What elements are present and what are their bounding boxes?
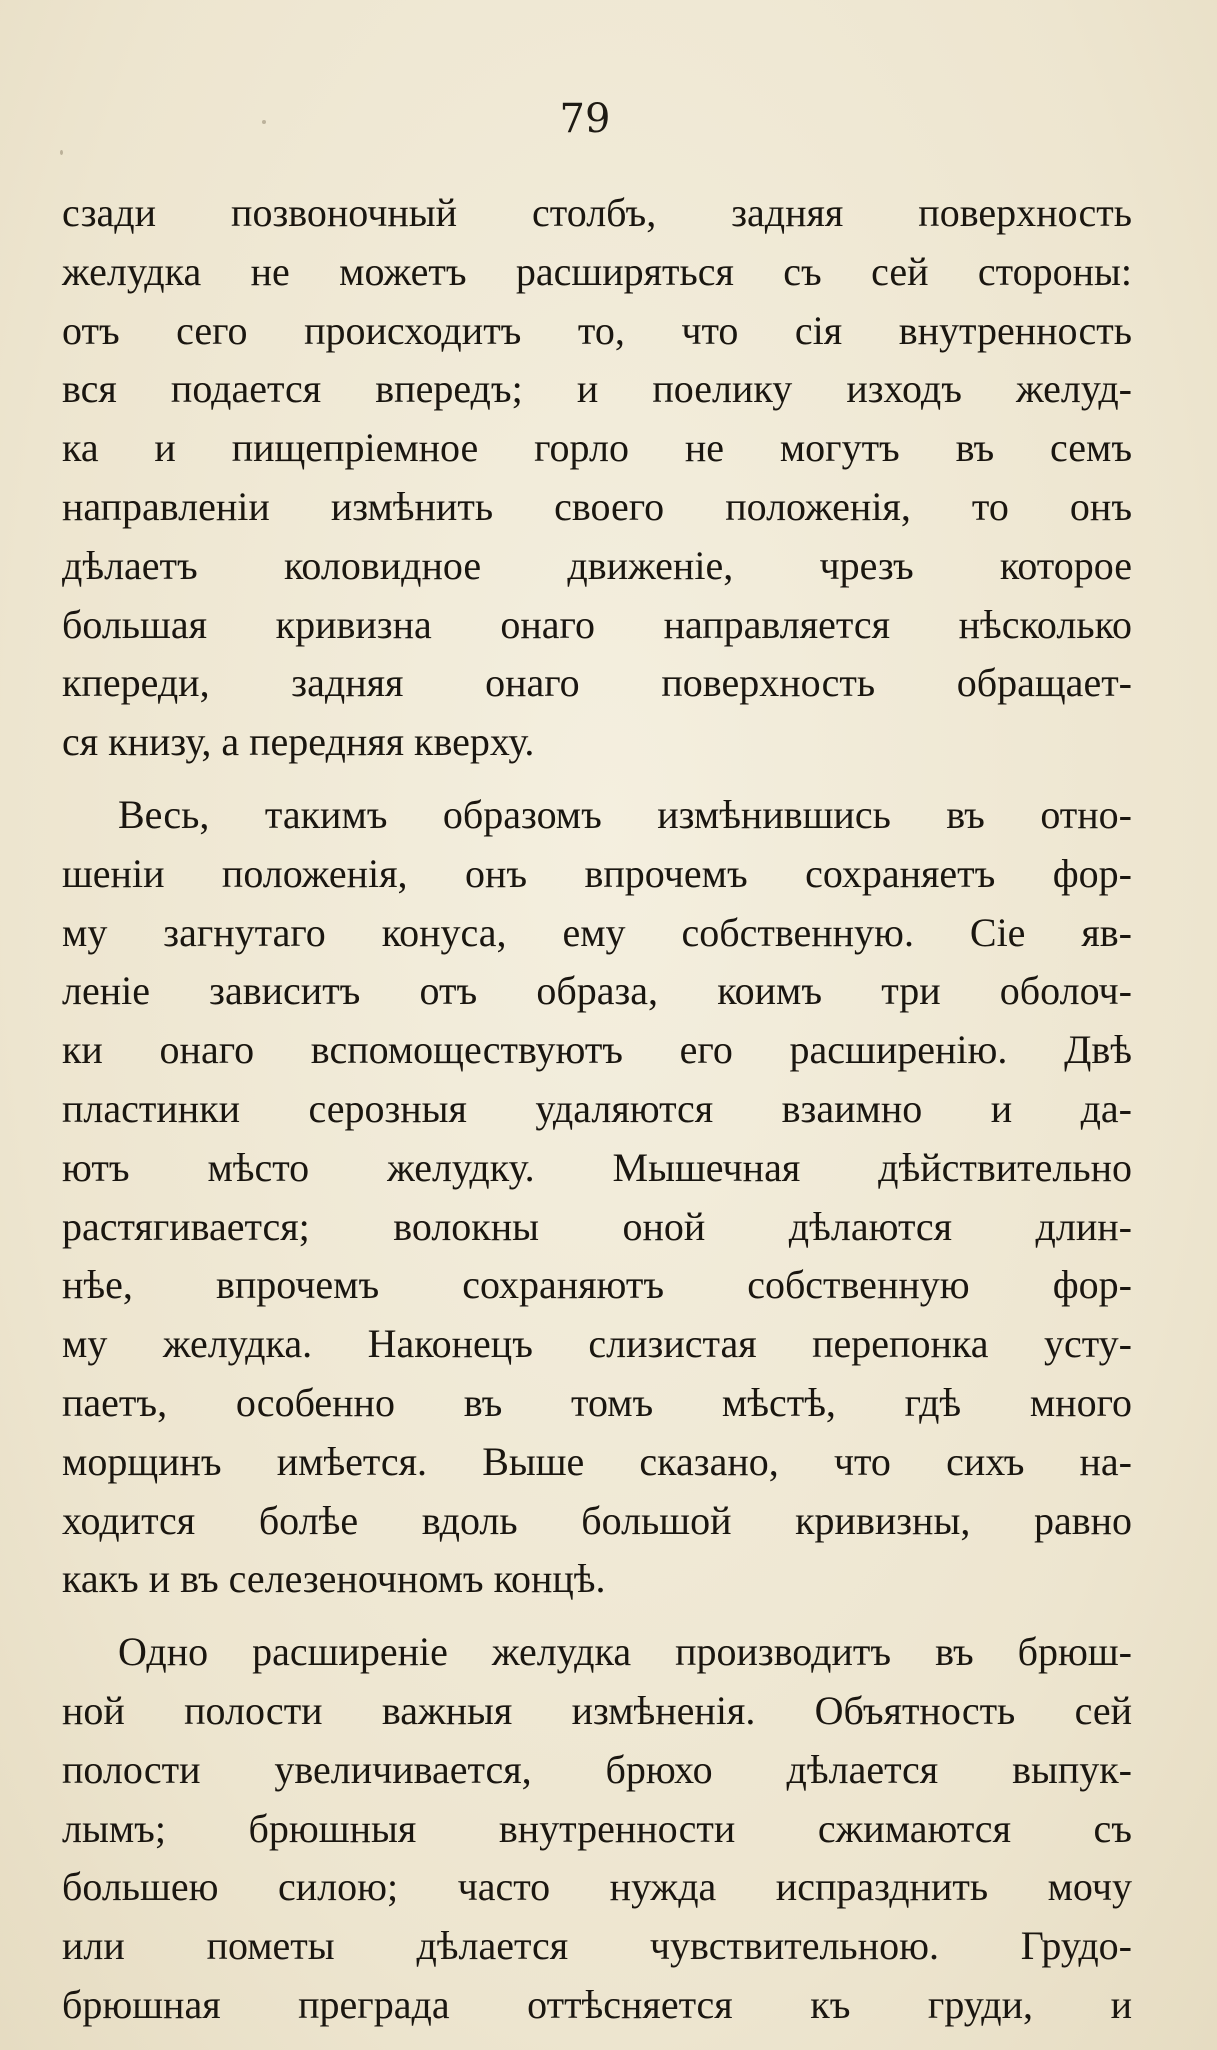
text-line: или пометы дѣлается чувствительною. Грудо- <box>62 1923 1132 1969</box>
text-line: большая кривизна онаго направляется нѣсколько <box>62 601 1132 647</box>
text-line: ки онаго вспомоществуютъ его расширенію. Двѣ <box>62 1027 1132 1073</box>
paragraph <box>62 1623 1132 2035</box>
ink-speck <box>60 150 63 155</box>
text-line: большею силою; часто нужда испразднить мочу <box>62 1864 1132 1910</box>
text-line: ся книзу, а передняя кверху. <box>62 719 535 765</box>
text-line: Одно расширеніе желудка производитъ въ брюш- <box>118 1629 1132 1675</box>
text-line: Весь, такимъ образомъ измѣнившись въ отно- <box>118 791 1132 837</box>
text-line: сзади позвоночный столбъ, задняя поверхность <box>62 190 1132 235</box>
text-line: му загнутаго конуса, ему собственную. Сіе яв- <box>62 909 1132 955</box>
paragraph <box>62 786 1132 1609</box>
text-line: пластинки серозныя удаляются взаимно и да- <box>62 1085 1132 1131</box>
text-line: му желудка. Наконецъ слизистая перепонка усту- <box>62 1321 1132 1367</box>
text-line: полости увеличивается, брюхо дѣлается выпук- <box>62 1746 1132 1792</box>
ink-speck <box>262 120 266 124</box>
text-line: паетъ, особенно въ томъ мѣстѣ, гдѣ много <box>62 1379 1132 1425</box>
text-line: шеніи положенія, онъ впрочемъ сохраняетъ фор- <box>62 850 1132 896</box>
text-line: брюшная преграда оттѣсняется къ груди, и <box>62 1981 1132 2027</box>
text-line: ходится болѣе вдоль большой кривизны, равно <box>62 1497 1132 1543</box>
text-line: какъ и въ селезеночномъ концѣ. <box>62 1556 606 1602</box>
body-text <box>62 184 1132 2035</box>
text-line: растягивается; волокны оной дѣлаются длин- <box>62 1203 1132 1249</box>
text-line: желудка не можетъ расширяться съ сей стороны: <box>62 248 1132 294</box>
text-line: ка и пищепріемное горло не могутъ въ семъ <box>62 425 1132 471</box>
text-line: направленіи измѣнить своего положенія, то онъ <box>62 483 1132 529</box>
text-line: ной полости важныя измѣненія. Объятность сей <box>62 1687 1132 1733</box>
text-line: ютъ мѣсто желудку. Мышечная дѣйствительно <box>62 1144 1132 1190</box>
text-line: нѣе, впрочемъ сохраняютъ собственную фор- <box>62 1262 1132 1308</box>
text-line: леніе зависитъ отъ образа, коимъ три оболоч- <box>62 968 1132 1014</box>
text-line: морщинъ имѣется. Выше сказано, что сихъ на- <box>62 1438 1132 1484</box>
text-line: отъ сего происходитъ то, что сія внутренность <box>62 307 1132 353</box>
text-line: дѣлаетъ коловидное движеніе, чрезъ которое <box>62 542 1132 588</box>
text-line: вся подается впередъ; и поелику изходъ желуд- <box>62 366 1132 412</box>
page-number: 79 <box>559 96 611 142</box>
text-line: кпереди, задняя онаго поверхность обращает- <box>62 660 1132 706</box>
paragraph <box>62 184 1132 772</box>
text-line: лымъ; брюшныя внутренности сжимаются съ <box>62 1805 1132 1851</box>
